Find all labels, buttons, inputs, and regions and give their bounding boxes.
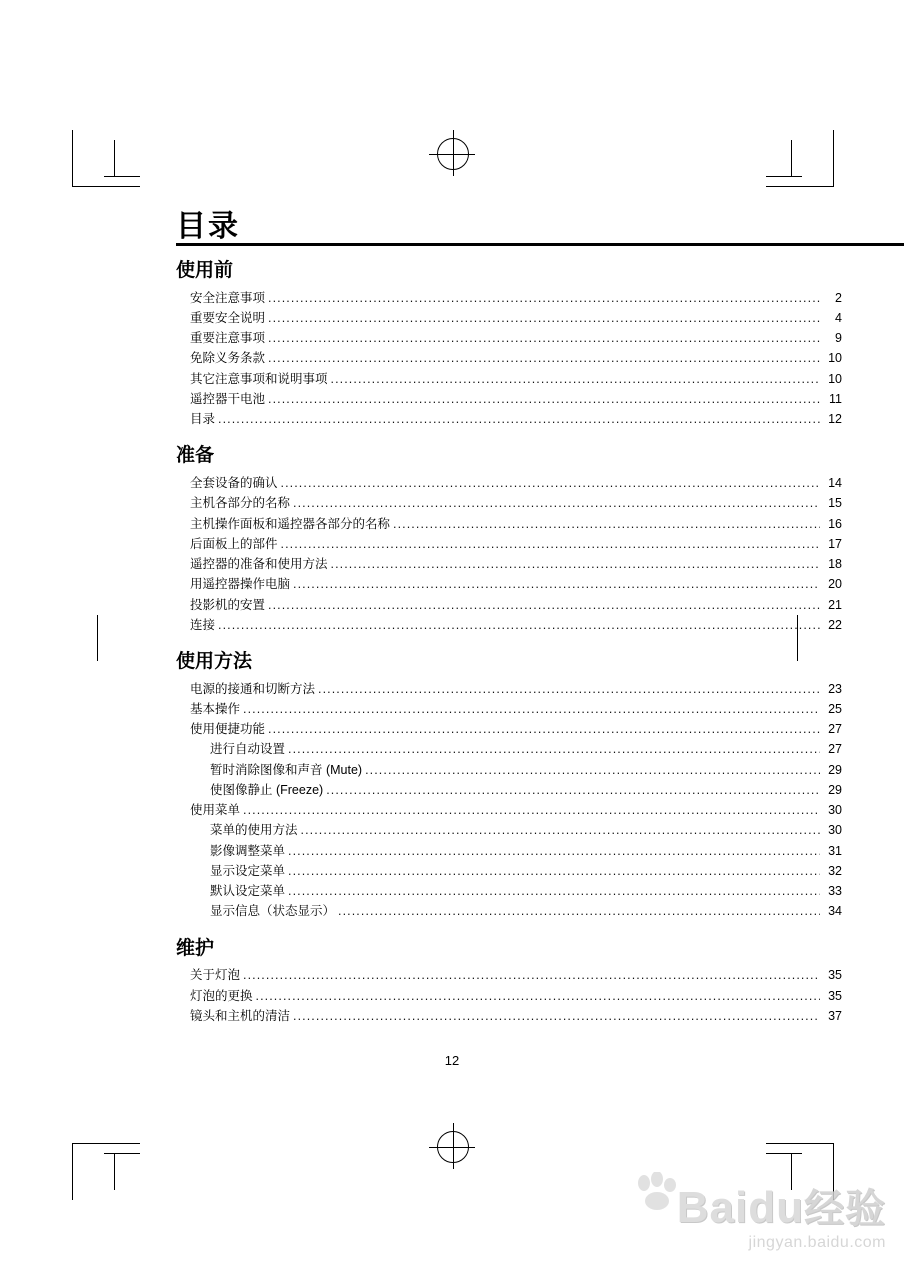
crop-mark-bottom-left-h2 (104, 1153, 140, 1154)
toc-entry[interactable] (176, 328, 842, 348)
toc-entry-page: 16 (828, 516, 842, 531)
toc-entry-page: 2 (835, 290, 842, 305)
toc-leader-dots (243, 808, 820, 821)
toc-entry[interactable] (176, 615, 842, 635)
toc-leader-dots (288, 747, 820, 760)
crop-mark-top-right-v2 (791, 140, 792, 177)
page-title: 目录 (176, 210, 240, 243)
toc-leader-dots (393, 521, 820, 534)
page-number: 12 (444, 1053, 460, 1068)
toc-entry-page: 32 (828, 863, 842, 878)
toc-entry-page: 35 (828, 968, 842, 983)
toc-entry-page: 23 (828, 681, 842, 696)
paw-icon (635, 1172, 681, 1212)
title-divider (176, 243, 904, 246)
toc-entry-label: 显示设定菜单 (210, 863, 286, 878)
crop-mark-bottom-left-v (72, 1143, 73, 1200)
toc-entry-label: 菜单的使用方法 (210, 823, 298, 838)
toc-entry-label: 显示信息（状态显示） (210, 904, 336, 919)
toc-entry[interactable] (176, 288, 842, 308)
toc-entry-label: 使用便捷功能 (190, 722, 266, 737)
toc-leader-dots (318, 686, 820, 699)
toc-entry-label: 遥控器的准备和使用方法 (190, 557, 328, 572)
toc-entry-label: 主机操作面板和遥控器各部分的名称 (190, 516, 391, 531)
registration-mark-top (437, 138, 469, 170)
toc-leader-dots (288, 869, 820, 882)
toc-leader-dots (218, 623, 820, 636)
toc-leader-dots (331, 376, 820, 389)
toc-entry-page: 10 (828, 371, 842, 386)
toc-leader-dots (268, 727, 820, 740)
toc-leader-dots (243, 973, 820, 986)
crop-mark-top-right-h2 (766, 176, 802, 177)
toc-entry-label: 目录 (190, 412, 216, 427)
toc-entry-page: 21 (828, 597, 842, 612)
toc-leader-dots (268, 397, 820, 410)
toc-entry-page: 33 (828, 884, 842, 899)
watermark-url: jingyan.baidu.com (748, 1234, 886, 1251)
toc-entry[interactable] (176, 534, 842, 554)
toc-entry[interactable] (176, 760, 842, 780)
crop-mark-bottom-left-h (72, 1143, 140, 1144)
toc-entry-page: 27 (828, 742, 842, 757)
toc-entry[interactable] (176, 965, 842, 985)
toc-entry[interactable] (176, 679, 842, 699)
toc-entry-page: 18 (828, 557, 842, 572)
toc-entry-label: 连接 (190, 617, 216, 632)
toc-entry-page: 27 (828, 722, 842, 737)
toc-entry-label: 用遥控器操作电脑 (190, 577, 291, 592)
toc-entry-label: 其它注意事项和说明事项 (190, 371, 328, 386)
crop-mark-top-right-v (833, 130, 834, 187)
toc-leader-dots (331, 562, 820, 575)
toc-leader-dots (268, 602, 820, 615)
toc-entry-label: 后面板上的部件 (190, 536, 278, 551)
toc-leader-dots (268, 316, 820, 329)
toc-entry[interactable] (176, 780, 842, 800)
toc-entry-label: 重要安全说明 (190, 310, 266, 325)
toc-leader-dots (281, 542, 820, 555)
toc-entry[interactable] (176, 699, 842, 719)
toc-entry-label: 使用菜单 (190, 803, 241, 818)
toc-entry[interactable] (176, 574, 842, 594)
toc-entry-page: 31 (828, 843, 842, 858)
toc-leader-dots (326, 788, 820, 801)
toc-leader-dots (301, 828, 820, 841)
toc-entry-page: 34 (828, 904, 842, 919)
watermark-brand-text: Baidu (676, 1183, 804, 1232)
toc-entry-label: 镜头和主机的清洁 (190, 1008, 291, 1023)
toc-leader-dots (268, 356, 820, 369)
crop-mark-top-left-h (72, 186, 140, 187)
toc-entry[interactable] (176, 369, 842, 389)
toc-entry[interactable] (176, 820, 842, 840)
toc-leader-dots (268, 336, 820, 349)
toc-leader-dots (338, 909, 820, 922)
toc-entry[interactable] (176, 473, 842, 493)
toc-entry[interactable] (176, 554, 842, 574)
toc-entry[interactable] (176, 861, 842, 881)
toc-entry-page: 25 (828, 701, 842, 716)
toc-entry-page: 29 (828, 782, 842, 797)
toc-leader-dots (218, 417, 820, 430)
crop-mark-bottom-left-v2 (114, 1153, 115, 1190)
toc-entry[interactable] (176, 348, 842, 368)
toc-entry-page: 29 (828, 762, 842, 777)
toc-entry-page: 30 (828, 803, 842, 818)
toc-leader-dots (365, 767, 820, 780)
crop-mark-bottom-right-h2 (766, 1153, 802, 1154)
toc-section-heading: 使用方法 (176, 651, 253, 673)
toc-entry-label: 进行自动设置 (210, 742, 286, 757)
toc-leader-dots (288, 889, 820, 902)
toc-entry[interactable] (176, 493, 842, 513)
toc-entry-label: 默认设定菜单 (210, 884, 286, 899)
crop-mark-top-left-v (72, 130, 73, 187)
toc-leader-dots (243, 707, 820, 720)
crop-mark-top-left-h2 (104, 176, 140, 177)
toc-entry-page: 11 (829, 391, 842, 406)
toc-entry-page: 9 (835, 331, 842, 346)
toc-entry-label: 遥控器干电池 (190, 391, 266, 406)
toc-section-heading: 维护 (176, 937, 215, 959)
toc-entry-page: 35 (828, 988, 842, 1003)
toc-entry-label: 关于灯泡 (190, 968, 241, 983)
toc-entry-label: 主机各部分的名称 (190, 496, 291, 511)
toc-entry[interactable] (176, 308, 842, 328)
toc-entry-label: 投影机的安置 (190, 597, 266, 612)
toc-entry[interactable] (176, 514, 842, 534)
toc-entry-page: 37 (828, 1008, 842, 1023)
toc-entry-label: 灯泡的更换 (190, 988, 253, 1003)
crop-mark-bottom-right-h (766, 1143, 834, 1144)
toc-entry-page: 10 (828, 351, 842, 366)
toc-entry-page: 22 (828, 617, 842, 632)
toc-leader-dots (268, 295, 820, 308)
toc-leader-dots (293, 1014, 820, 1027)
watermark-brand (676, 1183, 886, 1232)
toc-entry-label: 全套设备的确认 (190, 476, 278, 491)
side-tick-left (97, 615, 98, 661)
crop-mark-top-left-v2 (114, 140, 115, 177)
toc-entry[interactable] (176, 409, 842, 429)
toc-entry-page: 14 (828, 476, 842, 491)
toc-entry-page: 15 (828, 496, 842, 511)
toc-entry[interactable] (176, 739, 842, 759)
registration-mark-bottom (437, 1131, 469, 1163)
toc-entry-label: 基本操作 (190, 701, 241, 716)
toc-entry-label: 使图像静止 (Freeze) (210, 782, 324, 797)
toc-entry[interactable] (176, 986, 842, 1006)
toc-entry-label: 暂时消除图像和声音 (Mute) (210, 762, 363, 777)
toc-entry-page: 12 (828, 412, 842, 427)
toc-leader-dots (293, 582, 820, 595)
toc-entry-label: 免除义务条款 (190, 351, 266, 366)
toc-entry[interactable] (176, 841, 842, 861)
watermark-brand-cn: 经验 (804, 1187, 886, 1231)
toc-entry-page: 4 (835, 310, 842, 325)
toc-section-heading: 使用前 (176, 260, 234, 281)
toc-entry-page: 20 (828, 577, 842, 592)
toc-entry-label: 安全注意事项 (190, 290, 266, 305)
toc-entry[interactable] (176, 800, 842, 820)
toc-entry-label: 电源的接通和切断方法 (190, 681, 316, 696)
toc-entry[interactable] (176, 389, 842, 409)
toc-entry[interactable] (176, 881, 842, 901)
toc-leader-dots (256, 993, 820, 1006)
toc-entry[interactable] (176, 901, 842, 921)
toc-entry-label: 重要注意事项 (190, 331, 266, 346)
toc-leader-dots (281, 481, 820, 494)
toc-entry-label: 影像调整菜单 (210, 843, 286, 858)
toc-leader-dots (293, 501, 820, 514)
crop-mark-top-right-h (766, 186, 834, 187)
table-of-contents (176, 258, 842, 1026)
toc-entry[interactable] (176, 1006, 842, 1026)
toc-entry[interactable] (176, 719, 842, 739)
watermark (676, 1183, 886, 1252)
toc-entry-page: 30 (828, 823, 842, 838)
toc-entry-page: 17 (828, 536, 842, 551)
toc-entry[interactable] (176, 595, 842, 615)
toc-leader-dots (288, 848, 820, 861)
toc-section-heading: 准备 (176, 445, 215, 467)
